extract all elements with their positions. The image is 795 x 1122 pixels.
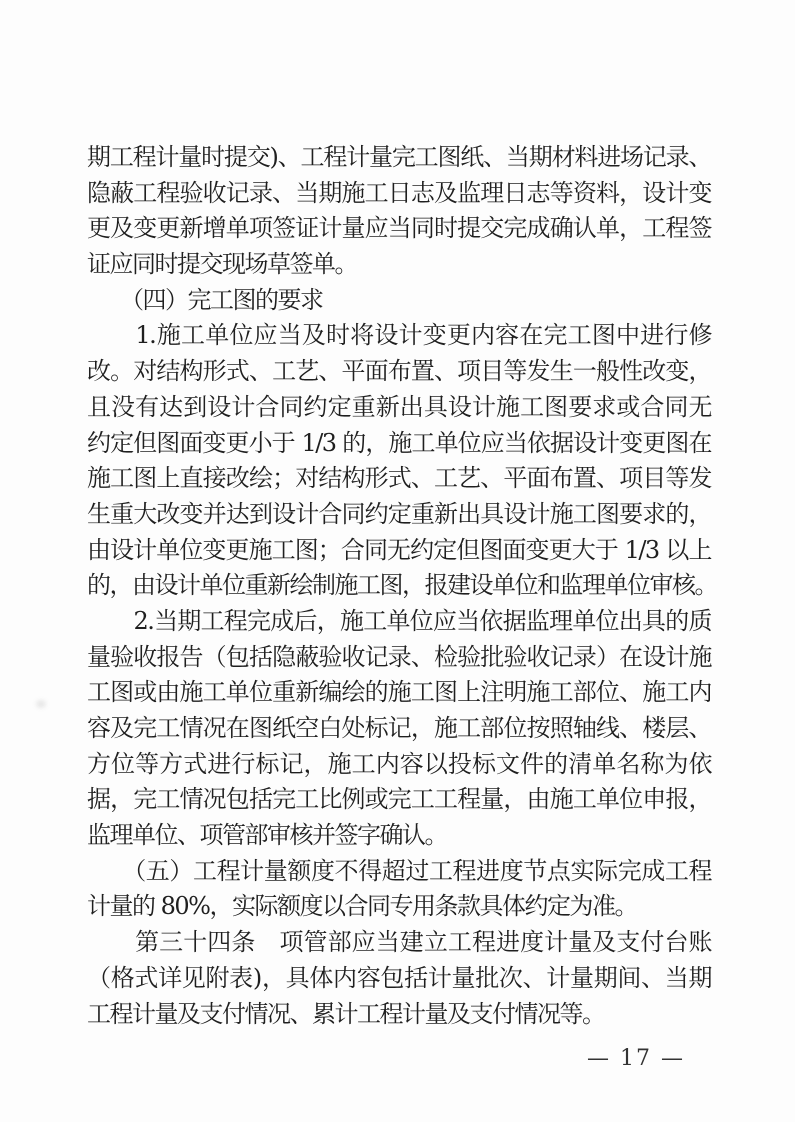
text-line: 第三十四条 项管部应当建立工程进度计量及支付台账 [87, 928, 711, 957]
text-line: 更及变更新增单项签证计量应当同时提交完成确认单，工程签 [87, 214, 711, 243]
text-line: 的，由设计单位重新绘制施工图，报建设单位和监理单位审核。 [87, 571, 717, 600]
text-line: 隐蔽工程验收记录、当期施工日志及监理日志等资料，设计变 [87, 178, 711, 207]
paragraph [87, 283, 711, 319]
paragraph [87, 854, 711, 925]
text-line: 容及完工情况在图纸空白处标记，施工部位按照轴线、楼层、 [87, 714, 711, 742]
text-line: 计量的 80%，实际额度以合同专用条款具体约定为准。 [87, 892, 637, 921]
paragraph [87, 318, 717, 604]
text-line: 方位等方式进行标记，施工内容以投标文件的清单名称为依 [87, 749, 711, 778]
page-number: — 17 — [587, 1046, 685, 1071]
document-text-block [87, 140, 717, 1032]
text-line: 改。对结构形式、工艺、平面布置、项目等发生一般性改变， [87, 357, 711, 386]
text-line: 监理单位、项管部审核并签字确认。 [87, 821, 447, 850]
text-line: 量验收报告（包括隐蔽验收记录、检验批验收记录）在设计施 [87, 642, 711, 671]
text-line: 2.当期工程完成后，施工单位应当依据监理单位出具的质 [87, 606, 711, 635]
text-line: 约定但图面变更小于 1/3 的，施工单位应当依据设计变更图在 [87, 428, 711, 457]
text-line: 证应同时提交现场草签单。 [87, 250, 357, 279]
text-line: （格式详见附表)，具体内容包括计量批次、计量期间、当期 [87, 963, 711, 992]
paragraph [87, 604, 711, 854]
text-line: 施工图上直接改绘；对结构形式、工艺、平面布置、项目等发 [87, 464, 711, 493]
text-line: 工图或由施工单位重新编绘的施工图上注明施工部位、施工内 [87, 678, 711, 707]
text-line: （四）完工图的要求 [87, 285, 323, 314]
paragraph [87, 925, 711, 1032]
text-line: 生重大改变并达到设计合同约定重新出具设计施工图要求的， [87, 499, 711, 528]
paragraph [87, 140, 711, 283]
text-line: 由设计单位变更施工图；合同无约定但图面变更大于 1/3 以上 [87, 535, 711, 564]
text-line: 据，完工情况包括完工比例或完工工程量，由施工单位申报， [87, 785, 711, 814]
page-footer [587, 1046, 685, 1071]
text-line: （五）工程计量额度不得超过工程进度节点实际完成工程 [87, 856, 711, 885]
text-line: 且没有达到设计合同约定重新出具设计施工图要求或合同无 [87, 392, 711, 421]
text-line: 工程计量及支付情况、累计工程计量及支付情况等。 [87, 999, 605, 1028]
text-line: 期工程计量时提交)、工程计量完工图纸、当期材料进场记录、 [87, 143, 711, 171]
text-line: 1.施工单位应当及时将设计变更内容在完工图中进行修 [87, 321, 711, 350]
scan-artifact [36, 700, 46, 708]
